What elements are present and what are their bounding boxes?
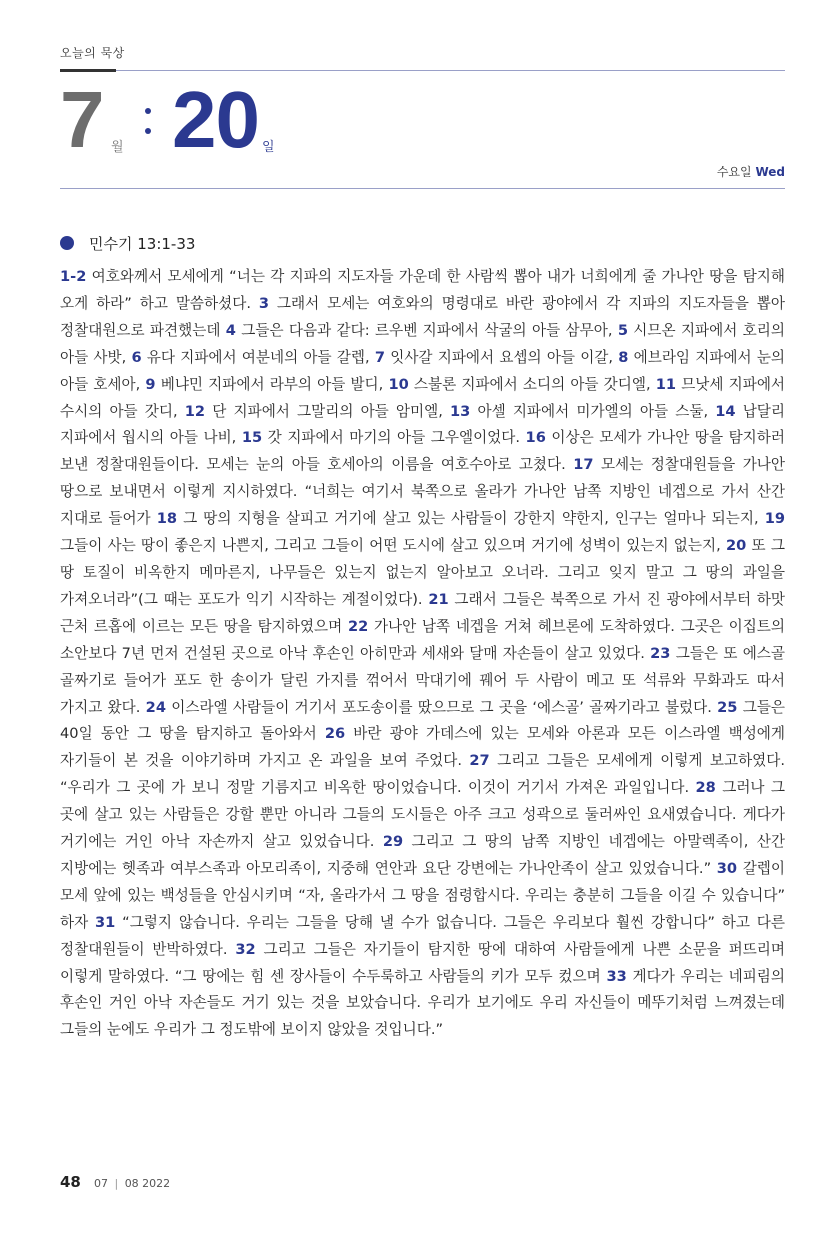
section-label: 오늘의 묵상 bbox=[60, 46, 125, 60]
verse-text: 모세는 정찰대원들을 가나안 땅으로 보내면서 이렇게 지시하였다. “너희는 여기서 북쪽으로 올라가 가나안 남쪽 지방인 네겝으로 가서 산간 지대로 들어가 bbox=[60, 456, 786, 528]
verse-text: 그들은 다음과 같다: 르우벤 지파에서 삭굴의 아들 삼무아, bbox=[235, 321, 618, 339]
verse-text: 그 땅의 지형을 살피고 거기에 살고 있는 사람들이 강한지 약한지, 인구는 얼마나 되는지, bbox=[177, 510, 765, 528]
verse-number: 22 bbox=[347, 617, 369, 635]
verse-number: 9 bbox=[145, 375, 156, 393]
verse-text: 이스라엘 사람들이 거기서 포도송이를 땄으므로 그 곳을 ‘에스골’ 골짜기라고 불렀다. bbox=[165, 698, 718, 716]
verse-number: 5 bbox=[617, 321, 628, 339]
verse-number: 3 bbox=[258, 294, 270, 312]
verse-text: 잇사갈 지파에서 요셉의 아들 이갈, bbox=[385, 348, 619, 366]
verse-text: 또 그 땅 토질이 비옥한지 메마른지, 나무들은 있는지 없는지 알아보고 오너라. 그리고 잊지 말고 그 땅의 과일을 가져오너라”(그 때는 포도가 익기 시작하는 계절이었다). bbox=[60, 537, 785, 608]
verse-text: 유다 지파에서 여분네의 아들 갈렙, bbox=[141, 348, 375, 366]
verse-text: 이상은 모세가 가나안 땅을 탐지하러 보낸 정찰대원들이다. 모세는 눈의 아들 호세아의 이름을 여호수아로 고쳤다. bbox=[60, 429, 785, 474]
verse-text: 게다가 우리는 네피림의 후손인 거인 아낙 자손들도 거기 있는 것을 보았습니다. 우리가 보기에도 우리 자신들이 메뚜기처럼 느껴졌는데 그들의 눈에도 우리가 그 정도밖에 보이지 않았을 것입니다.” bbox=[60, 967, 785, 1039]
verse-number: 13 bbox=[450, 402, 471, 420]
verse-text: 아셀 지파에서 미가엘의 아들 스둘, bbox=[470, 402, 716, 420]
verse-text: 그리고 그들은 모세에게 이렇게 보고하였다. “우리가 그 곳에 가 보니 정말 기름지고 비옥한 땅이었습니다. 이것이 거기서 가져온 과일입니다. bbox=[60, 752, 786, 797]
passage-body bbox=[60, 264, 785, 1044]
verse-number: 8 bbox=[618, 348, 629, 366]
verse-text: 그리고 그들은 자기들이 탐지한 땅에 대하여 사람들에게 나쁜 소문을 퍼뜨리며 이렇게 말하였다. “그 땅에는 힘 센 장사들이 수두룩하고 사람들의 키가 모두 컸으며 bbox=[60, 940, 785, 985]
month-number: 7 bbox=[60, 75, 105, 164]
passage-reference: 민수기 13:1-33 bbox=[89, 235, 196, 253]
verse-number: 26 bbox=[324, 725, 346, 743]
verse-number: 14 bbox=[715, 402, 736, 420]
weekday-korean: 수요일 bbox=[716, 165, 752, 179]
verse-text: 스불론 지파에서 소디의 아들 갓디엘, bbox=[408, 375, 656, 393]
verse-text: 그들은 또 에스골 골짜기로 들어가 포도 한 송이가 달린 가지를 꺾어서 막대기에 꿰어 두 사람이 메고 또 석류와 무화과도 따서 가지고 왔다. bbox=[60, 644, 785, 716]
verse-text: 그리고 그 땅의 남쪽 지방인 네겝에는 아말렉족이, 산간 지방에는 헷족과 여부스족과 아모리족이, 지중해 연안과 요단 강변에는 가나안족이 살고 있었습니다.” bbox=[60, 833, 785, 877]
issue-date: 08 2022 bbox=[124, 1177, 171, 1190]
verse-number: 25 bbox=[717, 698, 738, 716]
month-unit: 월 bbox=[111, 140, 124, 155]
weekday bbox=[717, 163, 785, 180]
verse-number: 24 bbox=[145, 698, 166, 716]
verse-text: 그래서 모세는 여호와의 명령대로 바란 광야에서 각 지파의 지도자들을 뽑아 정찰대원으로 파견했는데 bbox=[60, 294, 785, 339]
verse-number: 10 bbox=[388, 375, 409, 393]
verse-text: 납달리 지파에서 웝시의 아들 나비, bbox=[60, 402, 786, 447]
verse-text: 그래서 그들은 북쪽으로 가서 진 광야에서부터 하맛 근처 르홉에 이르는 모든 땅을 탐지하였으며 bbox=[60, 590, 785, 635]
verse-number: 20 bbox=[725, 537, 747, 555]
verse-text: 여호와께서 모세에게 “너는 각 지파의 지도자들 가운데 한 사람씩 뽑아 내가 너희에게 줄 가나안 땅을 탐지해 오게 하라” 하고 말씀하셨다. bbox=[60, 268, 785, 312]
verse-number: 4 bbox=[225, 321, 236, 339]
day-unit: 일 bbox=[262, 140, 275, 155]
verse-text: 그들은 40일 동안 그 땅을 탐지하고 돌아와서 bbox=[60, 698, 786, 743]
footer bbox=[60, 1172, 170, 1192]
issue-info bbox=[94, 1177, 170, 1190]
page-number: 48 bbox=[60, 1173, 81, 1191]
verse-text: 그들이 사는 땅이 좋은지 나쁜지, 그리고 그들이 어떤 도시에 살고 있으며 거기에 성벽이 있는지 없는지, bbox=[60, 537, 726, 555]
colon-separator bbox=[144, 102, 152, 142]
verse-number: 19 bbox=[764, 510, 785, 528]
verse-number: 11 bbox=[655, 375, 677, 393]
verse-number: 28 bbox=[695, 779, 716, 797]
verse-text: 에브라임 지파에서 눈의 아들 호세아, bbox=[60, 348, 786, 393]
bullet-dot-icon bbox=[60, 236, 74, 250]
verse-number: 6 bbox=[131, 348, 142, 366]
verse-text: 가나안 남쪽 네겝을 거쳐 헤브론에 도착하였다. 그곳은 이집트의 소안보다 7년 먼저 건설된 곳으로 아낙 후손인 아히만과 세새와 달매 자손들이 살고 있었다. bbox=[60, 617, 785, 662]
verse-number: 32 bbox=[235, 940, 256, 958]
verse-text: 갈렙이 모세 앞에 있는 백성들을 안심시키며 “자, 올라가서 그 땅을 점령합시다. 우리는 충분히 그들을 이길 수 있습니다” 하자 bbox=[60, 859, 785, 931]
verse-number: 30 bbox=[716, 859, 738, 877]
weekday-english: Wed bbox=[755, 165, 785, 179]
verse-text: 그러나 그 곳에 살고 있는 사람들은 강할 뿐만 아니라 그들의 도시들은 아주 크고 성곽으로 둘러싸인 요새였습니다. 게다가 거기에는 거인 아낙 자손까지 살고 있었습니다. bbox=[60, 779, 785, 851]
verse-number: 18 bbox=[156, 510, 178, 528]
verse-text: 갓 지파에서 마기의 아들 그우엘이었다. bbox=[262, 429, 526, 447]
verse-text: 단 지파에서 그말리의 아들 암미엘, bbox=[205, 402, 451, 420]
verse-number: 17 bbox=[573, 456, 594, 474]
verse-number: 33 bbox=[606, 967, 627, 985]
verse-number: 27 bbox=[469, 752, 490, 770]
verse-text: “그렇지 않습니다. 우리는 그들을 당해 낼 수가 없습니다. 그들은 우리보다 훨씬 강합니다” 하고 다른 정찰대원들이 반박하였다. bbox=[60, 913, 785, 958]
header-divider bbox=[60, 188, 785, 189]
verse-text: 므낫세 지파에서 수시의 아들 갓디, bbox=[60, 375, 786, 420]
verse-number: 1-2 bbox=[60, 268, 87, 285]
verse-number: 15 bbox=[241, 429, 263, 447]
verse-text: 시므온 지파에서 호리의 아들 사밧, bbox=[60, 321, 785, 366]
verse-number: 23 bbox=[650, 644, 671, 662]
verse-number: 16 bbox=[525, 429, 546, 447]
verse-number: 12 bbox=[184, 402, 206, 420]
verse-number: 29 bbox=[382, 833, 404, 851]
issue-month: 07 bbox=[93, 1177, 108, 1190]
verse-text: 바란 광야 가데스에 있는 모세와 아론과 모든 이스라엘 백성에게 자기들이 본 것을 이야기하며 가지고 온 과일을 보여 주었다. bbox=[60, 725, 785, 770]
verse-number: 21 bbox=[428, 590, 449, 608]
verse-number: 31 bbox=[95, 913, 116, 931]
day-number: 20 bbox=[172, 75, 259, 164]
verse-text: 베냐민 지파에서 라부의 아들 발디, bbox=[155, 375, 389, 393]
issue-separator: | bbox=[114, 1177, 119, 1190]
verse-number: 7 bbox=[374, 348, 386, 366]
section-label-underline bbox=[60, 69, 116, 72]
top-divider bbox=[116, 70, 785, 71]
